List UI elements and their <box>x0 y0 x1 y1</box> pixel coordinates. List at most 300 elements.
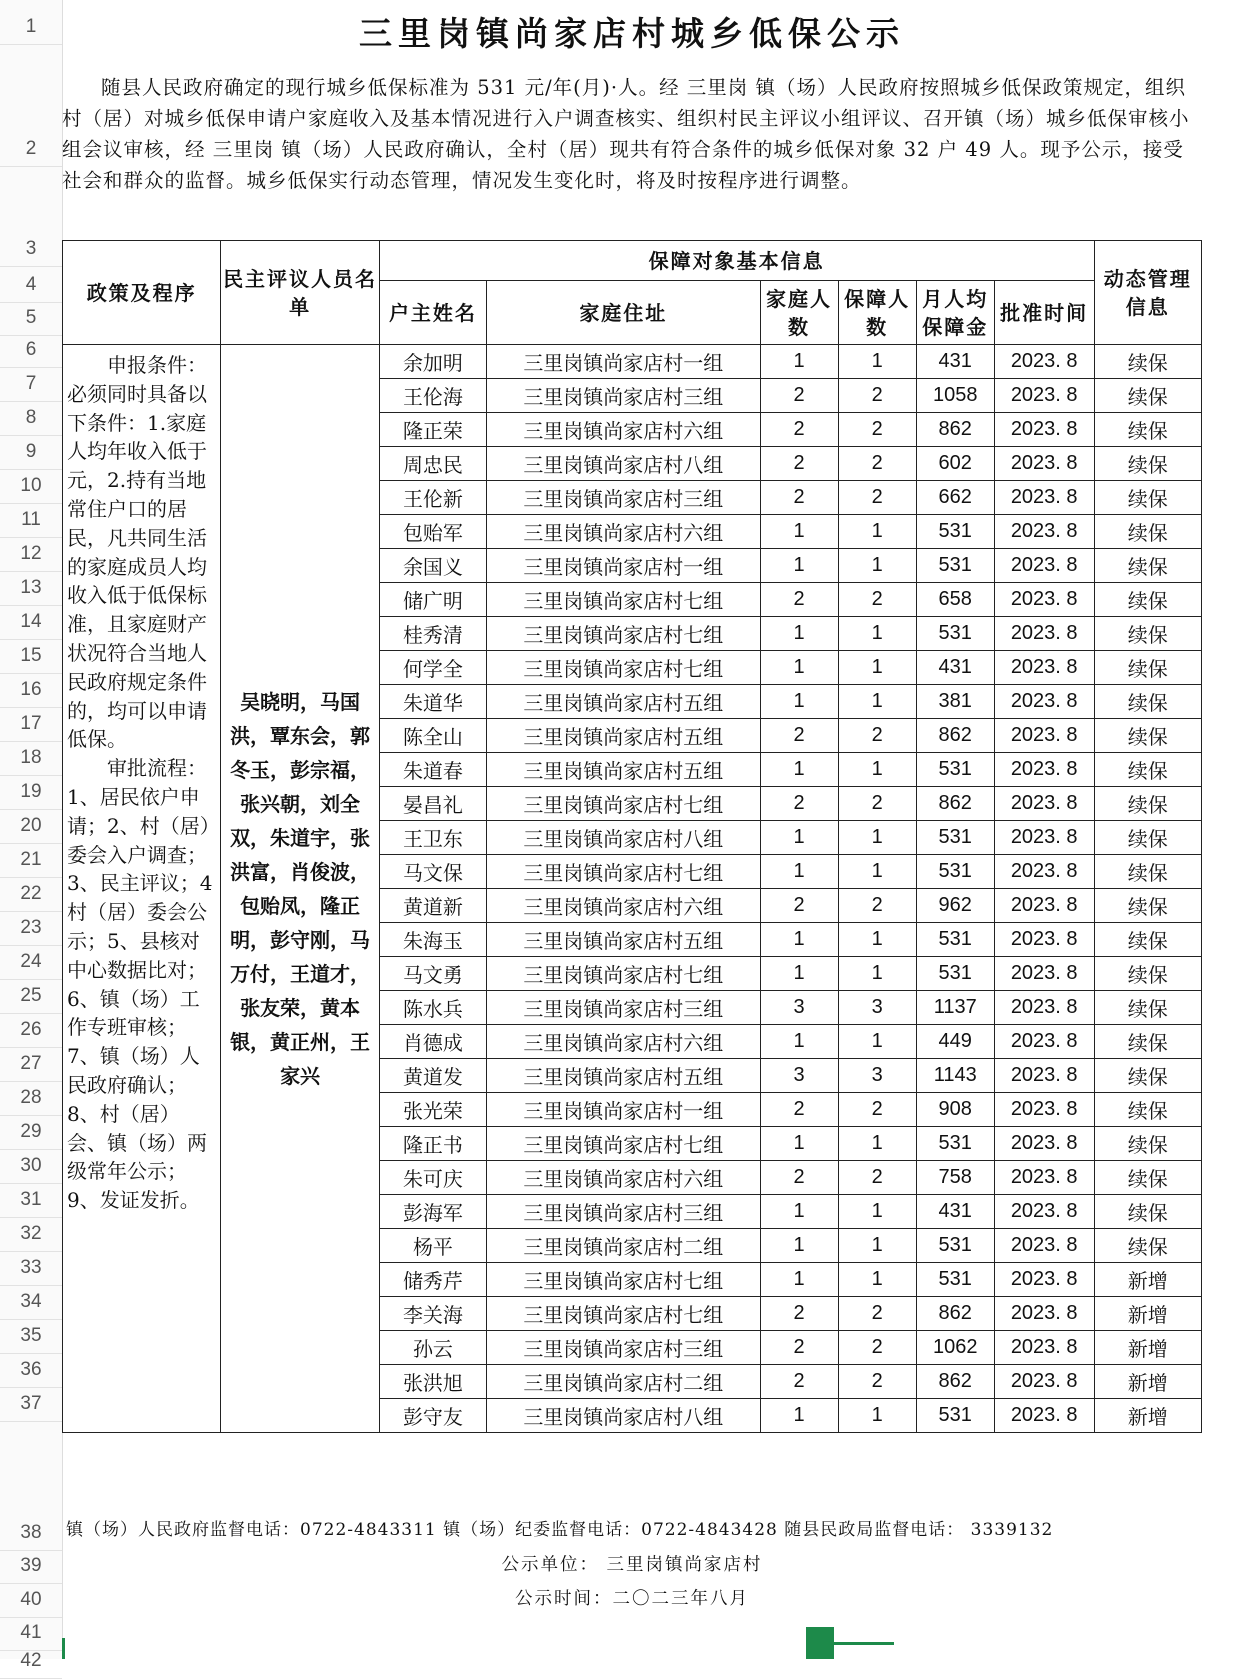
row-number[interactable]: 40 <box>20 1589 42 1610</box>
monthly-amount: 431 <box>916 651 994 685</box>
family-size: 2 <box>760 1093 838 1127</box>
home-address: 三里岗镇尚家店村一组 <box>487 345 760 379</box>
owner-name: 包贻军 <box>379 515 486 549</box>
dynamic-status: 续保 <box>1094 345 1201 379</box>
row-number[interactable]: 4 <box>25 274 37 295</box>
monthly-amount: 381 <box>916 685 994 719</box>
home-address: 三里岗镇尚家店村七组 <box>487 651 760 685</box>
header-family-size: 家庭人数 <box>760 281 838 345</box>
header-basic-info: 保障对象基本信息 <box>379 241 1094 281</box>
family-size: 1 <box>760 753 838 787</box>
owner-name: 陈水兵 <box>379 991 486 1025</box>
covered-count: 1 <box>838 821 916 855</box>
home-address: 三里岗镇尚家店村三组 <box>487 1331 760 1365</box>
monthly-amount: 531 <box>916 617 994 651</box>
covered-count: 2 <box>838 719 916 753</box>
approval-date: 2023. 8 <box>994 617 1094 651</box>
monthly-amount: 658 <box>916 583 994 617</box>
covered-count: 2 <box>838 1365 916 1399</box>
policy-cell <box>63 345 221 1433</box>
grid-line <box>0 571 62 572</box>
recipients-table <box>62 240 1202 1433</box>
family-size: 3 <box>760 1059 838 1093</box>
family-size: 1 <box>760 651 838 685</box>
family-size: 1 <box>760 515 838 549</box>
owner-name: 储秀芹 <box>379 1263 486 1297</box>
grid-line <box>0 401 62 402</box>
dynamic-status: 续保 <box>1094 787 1201 821</box>
row-number[interactable]: 41 <box>20 1622 42 1643</box>
owner-name: 储广明 <box>379 583 486 617</box>
covered-count: 1 <box>838 753 916 787</box>
header-policy: 政策及程序 <box>63 241 221 345</box>
monthly-amount: 531 <box>916 1399 994 1433</box>
row-number[interactable]: 24 <box>20 951 42 972</box>
covered-count: 1 <box>838 1127 916 1161</box>
intro-paragraph <box>62 72 1202 196</box>
header-members: 民主评议人员名单 <box>221 241 379 345</box>
approval-date: 2023. 8 <box>994 1263 1094 1297</box>
row-number[interactable]: 13 <box>20 577 42 598</box>
home-address: 三里岗镇尚家店村五组 <box>487 753 760 787</box>
grid-line <box>0 335 62 336</box>
row-number[interactable]: 20 <box>20 815 42 836</box>
owner-name: 彭海军 <box>379 1195 486 1229</box>
covered-count: 2 <box>838 1297 916 1331</box>
owner-name: 朱海玉 <box>379 923 486 957</box>
dynamic-status: 续保 <box>1094 855 1201 889</box>
monthly-amount: 908 <box>916 1093 994 1127</box>
row-number[interactable]: 35 <box>20 1325 42 1346</box>
approval-date: 2023. 8 <box>994 1059 1094 1093</box>
row-number[interactable]: 6 <box>25 339 37 360</box>
approval-date: 2023. 8 <box>994 413 1094 447</box>
monthly-amount: 862 <box>916 1297 994 1331</box>
monthly-amount: 602 <box>916 447 994 481</box>
family-size: 2 <box>760 413 838 447</box>
grid-line <box>0 945 62 946</box>
monthly-amount: 1137 <box>916 991 994 1025</box>
policy-conditions: 申报条件：必须同时具备以下条件：1.家庭人均年收入低于元，2.持有当地常住户口的居民，凡共同生活的家庭成员人均收入低于低保标准，且家庭财产状况符合当地人民政府规定条件的，均可以申请低保。 <box>67 353 207 752</box>
home-address: 三里岗镇尚家店村五组 <box>487 923 760 957</box>
row-number[interactable]: 17 <box>20 713 42 734</box>
row-number[interactable]: 42 <box>20 1650 42 1671</box>
family-size: 1 <box>760 821 838 855</box>
grid-line <box>0 302 62 303</box>
grid-line <box>0 537 62 538</box>
home-address: 三里岗镇尚家店村一组 <box>487 1093 760 1127</box>
approval-date: 2023. 8 <box>994 1195 1094 1229</box>
row-number[interactable]: 34 <box>20 1291 42 1312</box>
covered-count: 1 <box>838 651 916 685</box>
family-size: 2 <box>760 1161 838 1195</box>
owner-name: 朱道春 <box>379 753 486 787</box>
grid-line <box>0 1319 62 1320</box>
family-size: 2 <box>760 1297 838 1331</box>
owner-name: 王伦海 <box>379 379 486 413</box>
monthly-amount: 531 <box>916 1127 994 1161</box>
intro-text: 随县人民政府确定的现行城乡低保标准为 531 元/年(月)·人。经 三里岗 镇（场）人民政府按照城乡低保政策规定，组织村（居）对城乡低保申请户家庭收入及基本情况进行入户调查核实、组织村民主评议小组评议、召开镇（场）城乡低保审核小组会议审核，经 三里岗 镇（场）人民政府确认，全村（居）现共有符合条件的城乡低保对象 32 户 49 人。现予公示，接受社会和群众的监督。城乡低保实行动态管理，情况发生变化时，将及时按程序进行调整。 <box>62 76 1190 192</box>
grid-line <box>0 1617 62 1618</box>
row-number[interactable]: 23 <box>20 917 42 938</box>
dynamic-status: 续保 <box>1094 957 1201 991</box>
home-address: 三里岗镇尚家店村七组 <box>487 1263 760 1297</box>
covered-count: 2 <box>838 481 916 515</box>
dynamic-status: 新增 <box>1094 1263 1201 1297</box>
family-size: 2 <box>760 379 838 413</box>
approval-date: 2023. 8 <box>994 549 1094 583</box>
approval-date: 2023. 8 <box>994 583 1094 617</box>
grid-line <box>0 1387 62 1388</box>
home-address: 三里岗镇尚家店村八组 <box>487 1399 760 1433</box>
dynamic-status: 新增 <box>1094 1331 1201 1365</box>
dynamic-status: 续保 <box>1094 923 1201 957</box>
approval-date: 2023. 8 <box>994 855 1094 889</box>
dynamic-status: 续保 <box>1094 617 1201 651</box>
approval-date: 2023. 8 <box>994 447 1094 481</box>
covered-count: 1 <box>838 1229 916 1263</box>
dynamic-status: 续保 <box>1094 1093 1201 1127</box>
dynamic-status: 续保 <box>1094 685 1201 719</box>
grid-line <box>0 979 62 980</box>
family-size: 1 <box>760 617 838 651</box>
dynamic-status: 续保 <box>1094 549 1201 583</box>
home-address: 三里岗镇尚家店村三组 <box>487 991 760 1025</box>
approval-date: 2023. 8 <box>994 991 1094 1025</box>
row-number[interactable]: 14 <box>20 611 42 632</box>
covered-count: 1 <box>838 855 916 889</box>
grid-line <box>0 1353 62 1354</box>
home-address: 三里岗镇尚家店村五组 <box>487 719 760 753</box>
owner-name: 王伦新 <box>379 481 486 515</box>
row-number[interactable]: 16 <box>20 679 42 700</box>
row-number[interactable]: 26 <box>20 1019 42 1040</box>
grid-line <box>0 1047 62 1048</box>
row-number[interactable]: 36 <box>20 1359 42 1380</box>
publishing-unit: 公示单位： 三里岗镇尚家店村 <box>501 1555 763 1575</box>
owner-name: 晏昌礼 <box>379 787 486 821</box>
home-address: 三里岗镇尚家店村二组 <box>487 1365 760 1399</box>
monthly-amount: 431 <box>916 345 994 379</box>
home-address: 三里岗镇尚家店村三组 <box>487 1195 760 1229</box>
monthly-amount: 531 <box>916 515 994 549</box>
home-address: 三里岗镇尚家店村六组 <box>487 413 760 447</box>
covered-count: 2 <box>838 1331 916 1365</box>
approval-date: 2023. 8 <box>994 923 1094 957</box>
row-number[interactable]: 31 <box>20 1189 42 1210</box>
row-number[interactable]: 12 <box>20 543 42 564</box>
dynamic-status: 续保 <box>1094 753 1201 787</box>
home-address: 三里岗镇尚家店村七组 <box>487 617 760 651</box>
family-size: 1 <box>760 345 838 379</box>
row-number[interactable]: 30 <box>20 1155 42 1176</box>
monthly-amount: 531 <box>916 821 994 855</box>
publishing-time: 公示时间：二〇二三年八月 <box>515 1589 749 1609</box>
approval-date: 2023. 8 <box>994 1297 1094 1331</box>
approval-date: 2023. 8 <box>994 719 1094 753</box>
home-address: 三里岗镇尚家店村七组 <box>487 1297 760 1331</box>
grid-line <box>0 1183 62 1184</box>
monthly-amount: 862 <box>916 1365 994 1399</box>
owner-name: 马文保 <box>379 855 486 889</box>
approval-date: 2023. 8 <box>994 1331 1094 1365</box>
row-number[interactable]: 2 <box>25 138 37 159</box>
grid-line <box>0 877 62 878</box>
supervision-phones: 镇（场）人民政府监督电话：0722-4843311 镇（场）纪委监督电话：0722-4843428 随县民政局监督电话： 3339132 <box>66 1520 1054 1540</box>
home-address: 三里岗镇尚家店村一组 <box>487 549 760 583</box>
home-address: 三里岗镇尚家店村八组 <box>487 447 760 481</box>
grid-line <box>0 809 62 810</box>
monthly-amount: 531 <box>916 1229 994 1263</box>
grid-line <box>0 1583 62 1584</box>
owner-name: 桂秀清 <box>379 617 486 651</box>
dynamic-status: 续保 <box>1094 1229 1201 1263</box>
monthly-amount: 862 <box>916 413 994 447</box>
grid-line <box>0 707 62 708</box>
covered-count: 2 <box>838 379 916 413</box>
monthly-amount: 862 <box>916 719 994 753</box>
family-size: 2 <box>760 787 838 821</box>
spreadsheet-area <box>62 0 1260 1659</box>
home-address: 三里岗镇尚家店村七组 <box>487 855 760 889</box>
selection-border <box>834 1642 894 1645</box>
covered-count: 1 <box>838 515 916 549</box>
row-number[interactable]: 21 <box>20 849 42 870</box>
covered-count: 1 <box>838 549 916 583</box>
dynamic-status: 续保 <box>1094 583 1201 617</box>
row-number[interactable]: 25 <box>20 985 42 1006</box>
row-number[interactable]: 39 <box>20 1555 42 1576</box>
grid-line <box>0 1149 62 1150</box>
covered-count: 1 <box>838 617 916 651</box>
dynamic-status: 续保 <box>1094 1059 1201 1093</box>
selection-handle[interactable] <box>806 1627 834 1659</box>
owner-name: 何学全 <box>379 651 486 685</box>
family-size: 2 <box>760 583 838 617</box>
approval-date: 2023. 8 <box>994 651 1094 685</box>
family-size: 1 <box>760 957 838 991</box>
grid-line <box>0 1115 62 1116</box>
table-row <box>63 345 1202 379</box>
row-number[interactable]: 29 <box>20 1121 42 1142</box>
dynamic-status: 新增 <box>1094 1365 1201 1399</box>
covered-count: 2 <box>838 787 916 821</box>
owner-name: 隆正荣 <box>379 413 486 447</box>
grid-line <box>0 435 62 436</box>
approval-date: 2023. 8 <box>994 821 1094 855</box>
approval-date: 2023. 8 <box>994 1399 1094 1433</box>
row-number[interactable]: 38 <box>20 1522 42 1543</box>
approval-date: 2023. 8 <box>994 787 1094 821</box>
owner-name: 余加明 <box>379 345 486 379</box>
covered-count: 1 <box>838 1025 916 1059</box>
monthly-amount: 449 <box>916 1025 994 1059</box>
covered-count: 2 <box>838 1093 916 1127</box>
monthly-amount: 1058 <box>916 379 994 413</box>
members-list: 吴晓明，马国洪，覃东会，郭冬玉，彭宗福，张兴朝，刘全双，朱道宇，张洪富，肖俊波，包贻凤，隆正明，彭守刚，马万付，王道才，张友荣，黄本银，黄正州，王家兴 <box>221 345 379 1433</box>
family-size: 2 <box>760 1365 838 1399</box>
covered-count: 1 <box>838 685 916 719</box>
approval-date: 2023. 8 <box>994 1365 1094 1399</box>
row-number[interactable]: 22 <box>20 883 42 904</box>
header-covered: 保障人数 <box>838 281 916 345</box>
monthly-amount: 431 <box>916 1195 994 1229</box>
owner-name: 彭守友 <box>379 1399 486 1433</box>
row-number[interactable]: 18 <box>20 747 42 768</box>
covered-count: 2 <box>838 413 916 447</box>
header-approval: 批准时间 <box>994 281 1094 345</box>
row-number[interactable]: 32 <box>20 1223 42 1244</box>
approval-date: 2023. 8 <box>994 1127 1094 1161</box>
page-title: 三里岗镇尚家店村城乡低保公示 <box>359 14 905 53</box>
row-number[interactable]: 7 <box>25 373 37 394</box>
dynamic-status: 续保 <box>1094 719 1201 753</box>
grid-line <box>0 639 62 640</box>
owner-name: 陈全山 <box>379 719 486 753</box>
family-size: 2 <box>760 1331 838 1365</box>
row-number[interactable]: 37 <box>20 1393 42 1414</box>
grid-line <box>0 673 62 674</box>
grid-line <box>0 1081 62 1082</box>
dynamic-status: 续保 <box>1094 1127 1201 1161</box>
monthly-amount: 531 <box>916 753 994 787</box>
owner-name: 朱道华 <box>379 685 486 719</box>
family-size: 2 <box>760 719 838 753</box>
covered-count: 1 <box>838 345 916 379</box>
row-number[interactable]: 27 <box>20 1053 42 1074</box>
row-number[interactable]: 33 <box>20 1257 42 1278</box>
grid-line <box>0 775 62 776</box>
owner-name: 孙云 <box>379 1331 486 1365</box>
monthly-amount: 531 <box>916 957 994 991</box>
monthly-amount: 1143 <box>916 1059 994 1093</box>
row-number[interactable]: 15 <box>20 645 42 666</box>
row-number[interactable]: 3 <box>25 238 37 259</box>
grid-line <box>0 1251 62 1252</box>
policy-process: 审批流程：1、居民依户申请；2、村（居）委会入户调查；3、民主评议；4村（居）委会公示；5、县核对中心数据比对；6、镇（场）工作专班审核；7、镇（场）人民政府确认；8、村（居）会、镇（场）两级常年公示；9、发证发折。 <box>67 756 213 1213</box>
dynamic-status: 续保 <box>1094 379 1201 413</box>
grid-line <box>0 741 62 742</box>
grid-line <box>0 1217 62 1218</box>
grid-line <box>0 1421 62 1422</box>
row-number[interactable]: 8 <box>25 407 37 428</box>
family-size: 1 <box>760 1263 838 1297</box>
covered-count: 1 <box>838 1399 916 1433</box>
grid-line <box>0 605 62 606</box>
row-number-column <box>0 0 63 1671</box>
row-number[interactable]: 10 <box>20 475 42 496</box>
covered-count: 1 <box>838 923 916 957</box>
owner-name: 黄道发 <box>379 1059 486 1093</box>
monthly-amount: 962 <box>916 889 994 923</box>
header-name: 户主姓名 <box>379 281 486 345</box>
grid-line <box>0 266 62 267</box>
owner-name: 杨平 <box>379 1229 486 1263</box>
grid-line <box>0 1013 62 1014</box>
dynamic-status: 续保 <box>1094 821 1201 855</box>
monthly-amount: 531 <box>916 1263 994 1297</box>
monthly-amount: 531 <box>916 855 994 889</box>
covered-count: 1 <box>838 1263 916 1297</box>
dynamic-status: 续保 <box>1094 889 1201 923</box>
approval-date: 2023. 8 <box>994 889 1094 923</box>
covered-count: 1 <box>838 957 916 991</box>
home-address: 三里岗镇尚家店村六组 <box>487 515 760 549</box>
monthly-amount: 862 <box>916 787 994 821</box>
family-size: 1 <box>760 549 838 583</box>
dynamic-status: 续保 <box>1094 1161 1201 1195</box>
grid-line <box>0 44 62 45</box>
grid-line <box>0 843 62 844</box>
covered-count: 3 <box>838 1059 916 1093</box>
row-number[interactable]: 5 <box>25 307 37 328</box>
home-address: 三里岗镇尚家店村八组 <box>487 821 760 855</box>
approval-date: 2023. 8 <box>994 345 1094 379</box>
row-number[interactable]: 11 <box>21 509 41 530</box>
family-size: 1 <box>760 1195 838 1229</box>
home-address: 三里岗镇尚家店村七组 <box>487 1127 760 1161</box>
home-address: 三里岗镇尚家店村七组 <box>487 583 760 617</box>
row-number[interactable]: 28 <box>20 1087 42 1108</box>
grid-line <box>0 1285 62 1286</box>
monthly-amount: 1062 <box>916 1331 994 1365</box>
approval-date: 2023. 8 <box>994 685 1094 719</box>
grid-line <box>0 503 62 504</box>
covered-count: 2 <box>838 583 916 617</box>
owner-name: 朱可庆 <box>379 1161 486 1195</box>
dynamic-status: 续保 <box>1094 1195 1201 1229</box>
approval-date: 2023. 8 <box>994 515 1094 549</box>
owner-name: 李关海 <box>379 1297 486 1331</box>
family-size: 1 <box>760 1127 838 1161</box>
family-size: 2 <box>760 447 838 481</box>
home-address: 三里岗镇尚家店村六组 <box>487 889 760 923</box>
header-monthly: 月人均保障金 <box>916 281 994 345</box>
dynamic-status: 新增 <box>1094 1297 1201 1331</box>
family-size: 2 <box>760 889 838 923</box>
selection-edge <box>62 1638 65 1659</box>
owner-name: 王卫东 <box>379 821 486 855</box>
family-size: 3 <box>760 991 838 1025</box>
family-size: 1 <box>760 1229 838 1263</box>
approval-date: 2023. 8 <box>994 1229 1094 1263</box>
home-address: 三里岗镇尚家店村六组 <box>487 1161 760 1195</box>
home-address: 三里岗镇尚家店村二组 <box>487 1229 760 1263</box>
dynamic-status: 续保 <box>1094 447 1201 481</box>
owner-name: 张洪旭 <box>379 1365 486 1399</box>
owner-name: 马文勇 <box>379 957 486 991</box>
family-size: 1 <box>760 923 838 957</box>
header-address: 家庭住址 <box>487 281 760 345</box>
owner-name: 黄道新 <box>379 889 486 923</box>
monthly-amount: 531 <box>916 549 994 583</box>
grid-line <box>0 911 62 912</box>
home-address: 三里岗镇尚家店村五组 <box>487 1059 760 1093</box>
covered-count: 2 <box>838 889 916 923</box>
row-number[interactable]: 1 <box>25 16 37 37</box>
row-number[interactable]: 9 <box>25 441 37 462</box>
monthly-amount: 758 <box>916 1161 994 1195</box>
approval-date: 2023. 8 <box>994 753 1094 787</box>
owner-name: 周忠民 <box>379 447 486 481</box>
approval-date: 2023. 8 <box>994 1025 1094 1059</box>
covered-count: 1 <box>838 1195 916 1229</box>
approval-date: 2023. 8 <box>994 957 1094 991</box>
header-dynamic: 动态管理信息 <box>1094 241 1201 345</box>
dynamic-status: 续保 <box>1094 991 1201 1025</box>
covered-count: 2 <box>838 1161 916 1195</box>
row-number[interactable]: 19 <box>20 781 42 802</box>
